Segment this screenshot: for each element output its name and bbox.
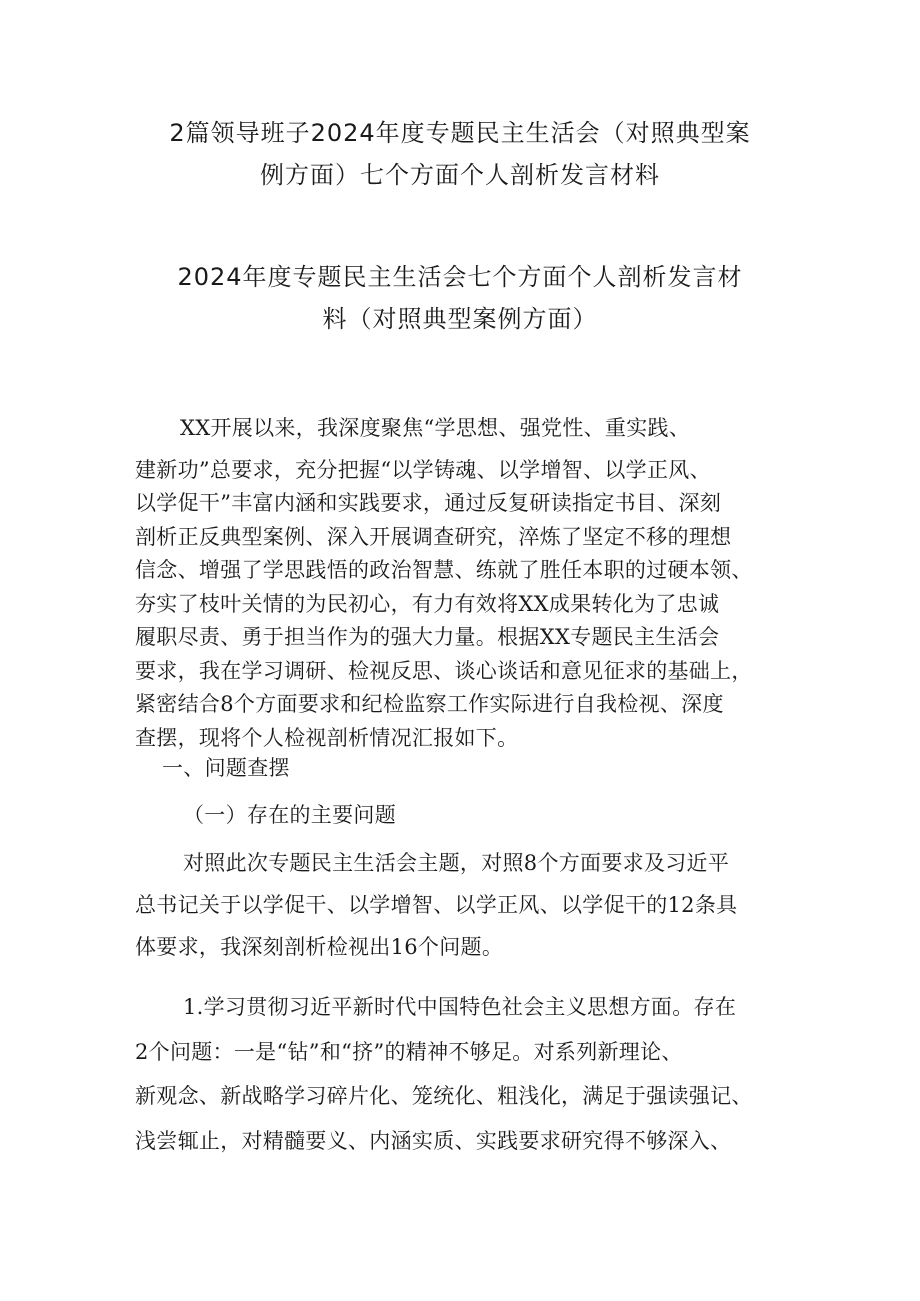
text-line: 履职尽责、勇于担当作为的强大力量。根据XX专题民主生活会 — [135, 625, 720, 649]
section-heading: 一、问题查摆 — [162, 756, 290, 780]
main-title-line: 2篇领导班子2024年度专题民主生活会（对照典型案 — [169, 119, 751, 147]
intro-paragraph — [135, 412, 800, 755]
text-line: 浅尝辄止，对精髓要义、内涵实质、实践要求研究得不够深入、 — [135, 1128, 732, 1153]
text-line: 夯实了枝叶关情的为民初心，有力有效将XX成果转化为了忠诚 — [135, 591, 720, 616]
text-line: 要求，我在学习调研、检视反思、谈心谈话和意见征求的基础上， — [135, 658, 753, 683]
text-line: 剖析正反典型案例、深入开展调查研究，淬炼了坚定不移的理想 — [135, 524, 732, 549]
main-title-line: 例方面）七个方面个人剖析发言材料 — [260, 161, 660, 189]
text-line: 紧密结合8个方面要求和纪检监察工作实际进行自我检视、深度 — [135, 692, 724, 716]
text-line: 对照此次专题民主生活会主题，对照8个方面要求及习近平 — [183, 851, 730, 875]
text-line: 体要求，我深刻剖析检视出16个问题。 — [135, 935, 504, 959]
text-line: 2个问题：一是“钻”和“挤”的精神不够足。对系列新理论、 — [135, 1039, 683, 1064]
item-paragraph — [135, 985, 800, 1163]
text-line: 查摆，现将个人检视剖析情况汇报如下。 — [135, 725, 519, 750]
text-line: 以学促干”丰富内涵和实践要求，通过反复研读指定书目、深刻 — [135, 491, 722, 515]
text-line: 信念、增强了学思践悟的政治智慧、练就了胜任本职的过硬本领、 — [135, 558, 753, 582]
text-line: 建新功”总要求，充分把握“以学铸魂、以学增智、以学正风、 — [135, 457, 711, 482]
main-title — [100, 112, 820, 196]
subsection-heading: （一）存在的主要问题 — [183, 803, 396, 827]
sub-title — [100, 256, 820, 340]
sub-title-line: 料（对照典型案例方面） — [322, 305, 598, 333]
sub-title-line: 2024年度专题民主生活会七个方面个人剖析发言材 — [177, 263, 743, 291]
summary-paragraph — [135, 842, 800, 968]
text-line: 1.学习贯彻习近平新时代中国特色社会主义思想方面。存在 — [183, 995, 737, 1019]
text-line: 总书记关于以学促干、以学增智、以学正风、以学促干的12条具 — [135, 893, 738, 917]
text-line: XX开展以来，我深度聚焦“学思想、强党性、重实践、 — [180, 416, 691, 440]
text-line: 新观念、新战略学习碎片化、笼统化、粗浅化，满足于强读强记、 — [135, 1084, 753, 1108]
